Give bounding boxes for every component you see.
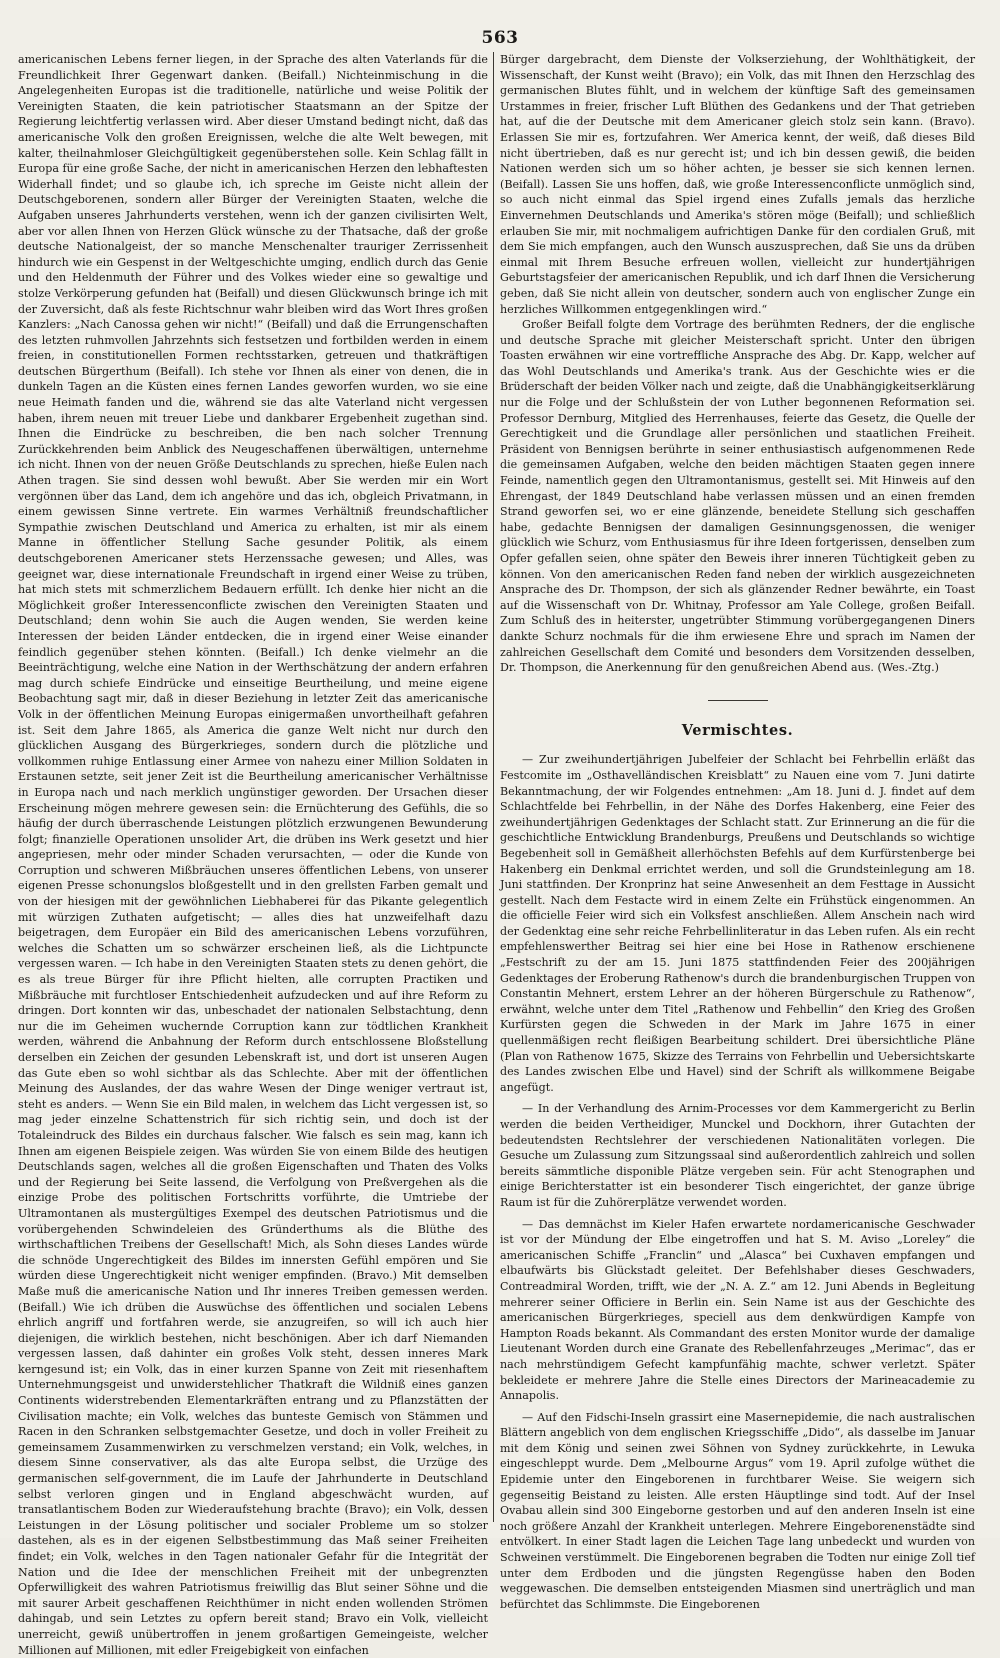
column-divider <box>493 52 494 1522</box>
banquet-report: Großer Beifall folgte dem Vortrage des berühmten Redners, der die englische und deutsche Sprache mit gleicher Meisterschaft spricht. Unter den übrigen Toasten erwähnen wir eine vortreffliche Ansprache des Abg. Dr. Kapp, welcher auf das Wohl Deutschlands und Amerika's trank. Aus der Geschichte wies er die Brüderschaft der beiden Völker nach und zeigte, daß die Unabhängigkeitserklärung nur die Folge und der Schlußstein der von Luther begonnenen Reformation sei. Professor Dernburg, Mitglied des Herrenhauses, feierte das Gesetz, die Quelle der Gerechtigkeit und die Grundlage aller persönlichen und staatlichen Freiheit. Präsident von Bennigsen berührte in seiner enthusiastisch aufgenommenen Rede die gemeinsamen Aufgaben, welche den beiden mächtigen Staaten gegen innere Feinde, namentlich gegen den Ultramontanismus, gestellt sei. Mit Hinweis auf den Ehrengast, der 1849 Deutschland habe verlassen müssen und an einen fremden Strand geworfen sei, wo er eine glänzende, beneidete Stellung sich geschaffen habe, gedachte Bennigsen der damaligen Gesinnungsgenossen, die weniger glücklich wie Schurz, vom Enthusiasmus für ihre Ideen fortgerissen, denselben zum Opfer gefallen seien, ohne später den Beweis ihrer inneren Tüchtigkeit geben zu können. Von den americanischen Reden fand neben der wirklich ausgezeichneten Ansprache des Dr. Thompson, der sich als glänzender Redner bewährte, ein Toast auf die Wissenschaft von Dr. Whitnay, Professor am Yale College, großen Beifall. Zum Schluß des in heiterster, ungetrübter Stimmung vorübergegangenen Diners dankte Schurz nochmals für die ihm erwiesene Ehre und sprach im Namen der zahlreichen Gesellschaft dem Comité und besonders dem Vorsitzenden desselben, Dr. Thompson, die Anerkennung für den genußreichen Abend aus. (Wes.-Ztg.) <box>500 318 975 675</box>
news-item-fiji-epidemic: — Auf den Fidschi-Inseln grassirt eine Masernepidemie, die nach australischen Blättern angeblich von dem englischen Kriegsschiffe „Dido“, als dasselbe im Januar mit dem König und seinen zwei Söhnen von Sydney zurückkehrte, in Lewuka eingeschleppt wurde. Dem „Melbourne Argus“ vom 19. April zufolge wüthet die Epidemie unter den Eingeborenen in furchtbarer Weise. Sie weigern sich gegenseitig Beistand zu leisten. Alle ersten Häuptlinge sind todt. Auf der Insel Ovabau allein sind 300 Eingeborne gestorben und auf den anderen Inseln ist eine noch größere Anzahl der Krankheit unterlegen. Mehrere Eingeborenenstädte sind entvölkert. In einer Stadt lagen die Leichen Tage lang unbedeckt und wurden von Schweinen verstümmelt. Die Eingeborenen begraben die Todten nur einige Zoll tief unter dem Erdboden und die jüngsten Regengüsse haben den Boden weggewaschen. Die demselben entsteigenden Miasmen sind unerträglich und man befürchtet das Schlimmste. Die Eingeborenen <box>500 1410 975 1611</box>
speech-conclusion: Bürger dargebracht, dem Dienste der Volkserziehung, der Wohlthätigkeit, der Wissenschaft, der Kunst weiht (Bravo); ein Volk, das mit Ihnen den Herzschlag des germanischen Blutes fühlt, und in welchem der künftige Saft des gemeinsamen Urstammes in freier, frischer Luft Blüthen des Gedankens und der That getrieben hat, auf die der Deutsche mit dem Americaner gleich stolz sein kann. (Bravo). Erlassen Sie mir es, fortzufahren. Wer America kennt, der weiß, daß dieses Bild nicht übertrieben, daß es nur gerecht ist; und ich bin dessen gewiß, die beiden Nationen werden sich um so höher achten, je besser sie sich kennen lernen. (Beifall). Lassen Sie uns hoffen, daß, wie große Interessenconflicte unmöglich sind, so auch nicht einmal das Spiel irgend eines Zufalls jemals das herzliche Einvernehmen Deutschlands und Amerika's stören möge (Beifall); und schließlich erlauben Sie mir, mit nochmaligem aufrichtigen Danke für den cordialen Gruß, mit dem Sie mich empfangen, auch den Wunsch auszusprechen, daß Sie uns da drüben einmal mit Ihrem Besuche erfreuen wollen, vielleicht zur hundertjährigen Geburtstagsfeier der americanischen Republik, und ich darf Ihnen die Versicherung geben, daß Sie nicht allein von deutscher, sondern auch von englischer Zunge ein herzliches Willkommen entgegenklingen wird.“ <box>500 53 975 316</box>
page-number: 563 <box>481 28 519 48</box>
news-item-arnim-process: — In der Verhandlung des Arnim-Processes vor dem Kammergericht zu Berlin werden die beiden Vertheidiger, Munckel und Dockhorn, ihrer Gutachten der bedeutendsten Rechtslehrer der verschiedenen Nationalitäten vorlegen. Die Gesuche um Zulassung zum Sitzungssaal sind außerordentlich zahlreich und sollen bereits sämmtliche disponible Plätze vergeben sein. Für acht Stenographen und einige Berichterstatter ist ein besonderer Tisch eingerichtet, der ganze übrige Raum ist für die Zuhörerplätze verwendet worden. <box>500 1102 975 1209</box>
speech-paragraph: americanischen Lebens ferner liegen, in der Sprache des alten Vaterlands für die Freundlichkeit Ihrer Gegenwart danken. (Beifall.) Nichteinmischung in die Angelegenheiten Europas ist die traditionelle, natürliche und weise Politik der Vereinigten Staaten, die kein patriotischer Staatsmann an der Spitze der Regierung leichtfertig verlassen wird. Aber dieser Umstand bedingt nicht, daß das americanische Volk den großen Ereignissen, welche die alte Welt bewegen, mit kalter, theilnahmloser Gleichgültigkeit gegenüberstehen solle. Kein Schlag fällt in Europa für eine große Sache, der nicht in americanischen Herzen den lebhaftesten Widerhall findet; und so glaube ich, ich spreche im Geiste nicht allein der Deutschgeborenen, sondern aller Bürger der Vereinigten Staaten, welche die Aufgaben unseres Jahrhunderts verstehen, wenn ich der ganzen civilisirten Welt, aber vor allen Ihnen von Herzen Glück wünsche zu der Thatsache, daß der große deutsche Nationalgeist, der so manche Menschenalter trauriger Zerrissenheit hindurch wie ein Gespenst in der Weltgeschichte umging, endlich durch das Genie und den Heldenmuth der Führer und des Volkes wieder eine so gewaltige und stolze Verkörperung gefunden hat (Beifall) und diesen Glückwunsch bringe ich mit der Zuversicht, daß als feste Richtschnur wahr bleiben wird das Wort Ihres großen Kanzlers: „Nach Canossa gehen wir nicht!“ (Beifall) und daß die Errungenschaften des letzten ruhmvollen Jahrzehnts sich festsetzen und fortbilden werden in einem freien, in constitutionellen Formen rechtsstarken, getreuen und thatkräftigen deutschen Bürgerthum (Beifall). Ich stehe vor Ihnen als einer von denen, die in dunkeln Tagen an die Küsten eines fernen Landes geworfen wurden, wo sie eine neue Heimath fanden und die, während sie das alte Vaterland nicht vergessen haben, ihrem neuen mit treuer Liebe und dankbarer Ergebenheit zugethan sind. Ihnen die Eindrücke zu beschreiben, die ben nach solcher Trennung Zurückkehrenden beim Anblick des Neugeschaffenen überwältigen, unternehme ich nicht. Ihnen von der neuen Größe Deutschlands zu sprechen, hieße Eulen nach Athen tragen. Sie sind dessen wohl bewußt. Aber Sie werden mir ein Wort vergönnen über das Land, dem ich angehöre und das ich, obgleich Privatmann, in einem gewissen Sinne vertrete. Ein warmes Verhältniß freundschaftlicher Sympathie zwischen Deutschland und America zu erhalten, ist mir als einem Manne in öffentlicher Stellung Sache gesunder Politik, als einem deutschgeborenen Americaner stets Herzenssache gewesen; und Alles, was geeignet war, diese internationale Freundschaft in irgend einer Weise zu trüben, hat mich stets mit schmerzlichem Bedauern erfüllt. Ich denke hier nicht an die Möglichkeit großer Interessenconflicte zwischen den Vereinigten Staaten und Deutschland; denn wohin Sie auch die Augen wenden, Sie werden keine Interessen der beiden Länder entdecken, die in irgend einer Weise einander feindlich gegenüber stehen könnten. (Beifall.) Ich denke vielmehr an die Beeinträchtigung, welche eine Nation in der Werthschätzung der andern erfahren mag durch schiefe Eindrücke und einseitige Beurtheilung, und meine eigene Beobachtung sagt mir, daß in dieser Beziehung in letzter Zeit das americanische Volk in der öffentlichen Meinung Europas einigermaßen unvortheilhaft gefahren ist. Seit dem Jahre 1865, als America die ganze Welt nicht nur durch den glücklichen Ausgang des Bürgerkrieges, sondern durch die plötzliche und vollkommen ruhige Entlassung einer Armee von nahezu einer Million Soldaten in Erstaunen setzte, seit jener Zeit ist die Beurtheilung americanischer Verhältnisse in Europa nach und nach merklich ungünstiger geworden. Der Ursachen dieser Erscheinung mögen mehrere gewesen sein: die Ernüchterung des Gefühls, die so häufig der durch überraschende Leistungen plötzlich erzwungenen Bewunderung folgt; finanzielle Operationen unsolider Art, die drüben ins Werk gesetzt und hier angepriesen, mehr oder minder Schaden verursachten, — oder die Kunde von Corruption und schweren Mißbräuchen unseres öffentlichen Lebens, von unserer eigenen Presse schonungslos bloßgestellt und in den grellsten Farben gemalt und von der hiesigen mit der gewöhnlichen Liebhaberei für das Pikante gelegentlich mit würzigen Zuthaten aufgetischt; — alles dies hat unzweifelhaft dazu beigetragen, dem Europäer ein Bild des americanischen Lebens vorzuführen, welches die Schatten um so schwärzer erscheinen ließ, als die Lichtpuncte vergessen waren. — Ich habe in den Vereinigten Staaten stets zu denen gehört, die es als treue Bürger für ihre Pflicht hielten, alle corrupten Practiken und Mißbräuche mit furchtloser Entschiedenheit aufzudecken und auf ihre Reform zu dringen. Dort konnten wir das, unbeschadet der nationalen Selbstachtung, denn nur die im Geheimen wuchernde Corruption kann zur tödtlichen Krankheit werden, während die Anbahnung der Reform durch entschlossene Bloßstellung derselben ein Zeichen der gesunden Lebenskraft ist, und dort ist unseren Augen das Gute eben so wohl sichtbar als das Schlechte. Aber mit der öffentlichen Meinung des Auslandes, der das wahre Wesen der Dinge weniger vertraut ist, steht es anders. — Wenn Sie ein Bild malen, in welchem das Licht vergessen ist, so mag jeder einzelne Schattenstrich für sich richtig sein, und doch ist der Totaleindruck des Bildes ein durchaus falscher. Wie falsch es sein mag, kann ich Ihnen am eigenen Beispiele zeigen. Was würden Sie von einem Bilde des heutigen Deutschlands sagen, welches all die großen Eigenschaften und Thaten des Volks und der Regierung bei Seite lassend, die Verfolgung von Preßvergehen als die einzige Probe des politischen Fortschritts vorführte, die Umtriebe der Ultramontanen als mustergültiges Exempel des deutschen Patriotismus und die vorübergehenden Schwindeleien des Gründerthums als die Blüthe des wirthschaftlichen Treibens der Gesellschaft! Mich, als Sohn dieses Landes würde die schnöde Ungerechtigkeit des Bildes im innersten Gefühl empören und Sie würden diese Ungerechtigkeit nicht weniger empfinden. (Bravo.) Mit demselben Maße muß die americanische Nation und Ihr inneres Treiben gemessen werden. (Beifall.) Wie ich drüben die Auswüchse des öffentlichen und socialen Lebens ehrlich angriff und fortfahren werde, sie anzugreifen, so will ich auch hier diejenigen, die wirklich bestehen, nicht beschönigen. Aber ich darf Niemanden vergessen lassen, daß dahinter ein großes Volk steht, dessen inneres Mark kerngesund ist; ein Volk, das in einer kurzen Spanne von Zeit mit riesenhaftem Unternehmungsgeist und unwiderstehlicher Thatkraft die Wildniß eines ganzen Continents widerstrebenden Elementarkräften entrang und zu Pflanzstätten der Civilisation machte; ein Volk, welches das bunteste Gemisch von Stämmen und Racen in den Schranken selbstgemachter Gesetze, und doch in voller Freiheit zu gemeinsamem Zusammenwirken zu verschmelzen verstand; ein Volk, welches, in diesem Sinne conservativer, als das alte Europa selbst, die Urzüge des germanischen self-government, die im Laufe der Jahrhunderte in Deutschland selbst verloren gingen und in England abgeschwächt wurden, auf transatlantischem Boden zur Wiederaufstehung brachte (Bravo); ein Volk, dessen Leistungen in der Lösung politischer und socialer Probleme um so stolzer dastehen, als es in der eigenen Selbstbestimmung das Maß seiner Freiheiten findet; ein Volk, welches in den Tagen nationaler Gefahr für die Integrität der Nation und die Idee der menschlichen Freiheit mit der unbegrenzten Opferwilligkeit des wahren Patriotismus freiwillig das Blut seiner Söhne und die mit saurer Arbeit geschaffenen Reichthümer in nicht enden wollenden Strömen dahingab, und sein Letztes zu opfern bereit stand; Bravo ein Volk, vielleicht unerreicht, gewiß unübertroffen in jenem großartigen Gemeingeiste, welcher Millionen auf Millionen, mit edler Freigebigkeit von einfachen <box>18 53 488 1657</box>
news-item-american-squadron: — Das demnächst im Kieler Hafen erwartete nordamericanische Geschwader ist vor der Mündung der Elbe eingetroffen und hat S. M. Aviso „Loreley“ die americanischen Schiffe „Franclin“ und „Alasca“ bei Cuxhaven empfangen und elbaufwärts bis Glückstadt geleitet. Der Befehlshaber dieses Geschwaders, Contreadmiral Worden, trifft, wie der „N. A. Z.“ am 12. Juni Abends in Begleitung mehrerer seiner Officiere in Berlin ein. Sein Name ist aus der Geschichte des americanischen Bürgerkrieges, speciell aus dem denkwürdigen Kampfe von Hampton Roads bekannt. Als Commandant des ersten Monitor wurde der damalige Lieutenant Worden durch eine Granate des Rebellenfahrzeuges „Merimac“, das er nach mehrstündigem Gefecht kampfunfähig machte, schwer verletzt. Später bekleidete er mehrere Jahre die Stelle eines Directors der Marineacademie zu Annapolis. <box>500 1217 975 1403</box>
news-item-fehrbellin: — Zur zweihundertjährigen Jubelfeier der Schlacht bei Fehrbellin erläßt das Festcomite im „Osthavelländischen Kreisblatt“ zu Nauen eine vom 7. Juni datirte Bekanntmachung, der wir Folgendes entnehmen: „Am 18. Juni d. J. findet auf dem Schlachtfelde bei Fehrbellin, in der Nähe des Dorfes Hakenberg, eine Feier des zweihundertjährigen Gedenktages der Schlacht statt. Zur Erinnerung an die für die geschichtliche Entwicklung Brandenburgs, Preußens und Deutschlands so wichtige Begebenheit soll in Gemäßheit allerhöchsten Befehls auf dem Kurfürstenberge bei Hakenberg ein Denkmal errichtet werden, und soll die Grundsteinlegung am 18. Juni stattfinden. Der Kronprinz hat seine Anwesenheit an dem Festtage in Aussicht gestellt. Nach dem Festacte wird in einem Zelte ein Frühstück eingenommen. An die officielle Feier wird sich ein Volksfest anschließen. Allem Anschein nach wird der Gedenktag eine sehr reiche Fehrbellinliteratur in das Leben rufen. Als ein recht empfehlenswerther Beitrag sei hier eine bei Hose in Rathenow erschienene „Festschrift zu der am 15. Juni 1875 stattfindenden Feier des 200jährigen Gedenktages der Eroberung Rathenow's durch die brandenburgischen Truppen von Constantin Mehnert, erstem Lehrer an der höheren Bürgerschule zu Rathenow“, erwähnt, welche unter dem Titel „Rathenow und Fehbellin“ den Krieg des Großen Kurfürsten gegen die Schweden in der Mark im Jahre 1675 in einer quellenmäßigen recht fleißigen Bearbeitung schildert. Drei übersichtliche Pläne (Plan von Rathenow 1675, Skizze des Terrains von Fehrbellin und Uebersichtskarte des Landes zwischen Elbe und Havel) sind der Schrift als willkommene Beigabe angefügt. <box>500 753 975 1094</box>
section-divider <box>708 700 768 701</box>
right-column <box>500 52 975 1611</box>
section-title: Vermischtes. <box>681 721 794 739</box>
left-column <box>18 52 488 1657</box>
